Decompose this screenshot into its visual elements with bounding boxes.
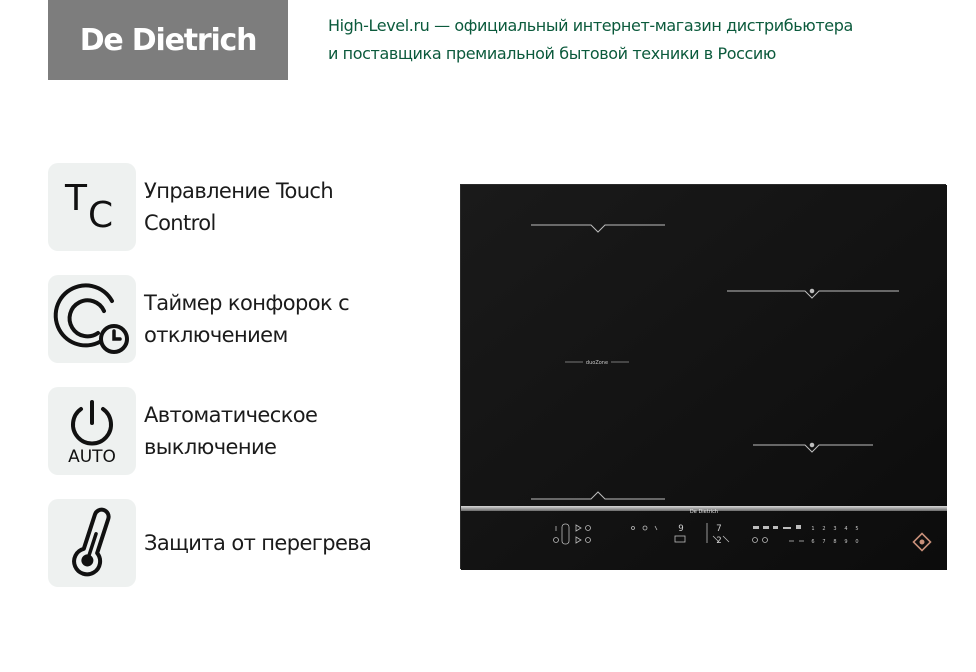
header-description <box>328 12 948 68</box>
header-line-2: и поставщика премиальной бытовой техники в Россию <box>328 44 777 63</box>
icon-letter-c: C <box>88 195 114 236</box>
header-line-1: High-Level.ru — официальный интернет-магазин дистрибьютера <box>328 16 853 35</box>
feature-label-line-1: Автоматическое <box>144 403 318 427</box>
duozone-label: duoZone <box>585 360 609 366</box>
brand-logo-text: De Dietrich <box>79 22 257 58</box>
feature-label-line-1: Защита от перегрева <box>144 531 372 555</box>
cooktop-image <box>460 184 946 569</box>
feature-label <box>144 527 434 559</box>
panel-digit-mid: 7 <box>716 524 722 534</box>
panel-digit-top: 9 <box>678 524 684 534</box>
auto-label: AUTO <box>68 447 116 467</box>
thermometer-icon <box>48 499 136 587</box>
power-level: 6 <box>811 539 815 545</box>
power-level: 9 <box>844 539 848 545</box>
power-level: 5 <box>855 526 859 532</box>
feature-label <box>144 399 434 463</box>
feature-label-line-1: Таймер конфорок с <box>144 291 350 315</box>
power-level: 1 <box>811 526 815 532</box>
panel-digit-low: 2 <box>716 536 722 546</box>
feature-label-line-2: отключением <box>144 323 288 347</box>
feature-label <box>144 287 434 351</box>
timer-icon <box>48 275 136 363</box>
feature-label <box>144 175 434 239</box>
feature-label-line-2: выключение <box>144 435 277 459</box>
power-level: 3 <box>833 526 837 532</box>
feature-overheat-protection <box>48 499 448 587</box>
touch-control-icon <box>48 163 136 251</box>
brand-logo <box>48 0 288 80</box>
feature-auto-off <box>48 387 448 475</box>
feature-label-line-1: Управление Touch <box>144 179 334 203</box>
power-level: 7 <box>822 539 826 545</box>
auto-power-icon <box>48 387 136 475</box>
power-level: 4 <box>844 526 848 532</box>
cooktop-brand-label: De Dietrich <box>689 509 719 515</box>
feature-timer <box>48 275 448 363</box>
power-level: 0 <box>855 539 859 545</box>
feature-touch-control <box>48 163 448 251</box>
power-level: 2 <box>822 526 826 532</box>
power-level: 8 <box>833 539 837 545</box>
icon-letter-t: T <box>65 178 87 219</box>
feature-label-line-2: Control <box>144 211 216 235</box>
